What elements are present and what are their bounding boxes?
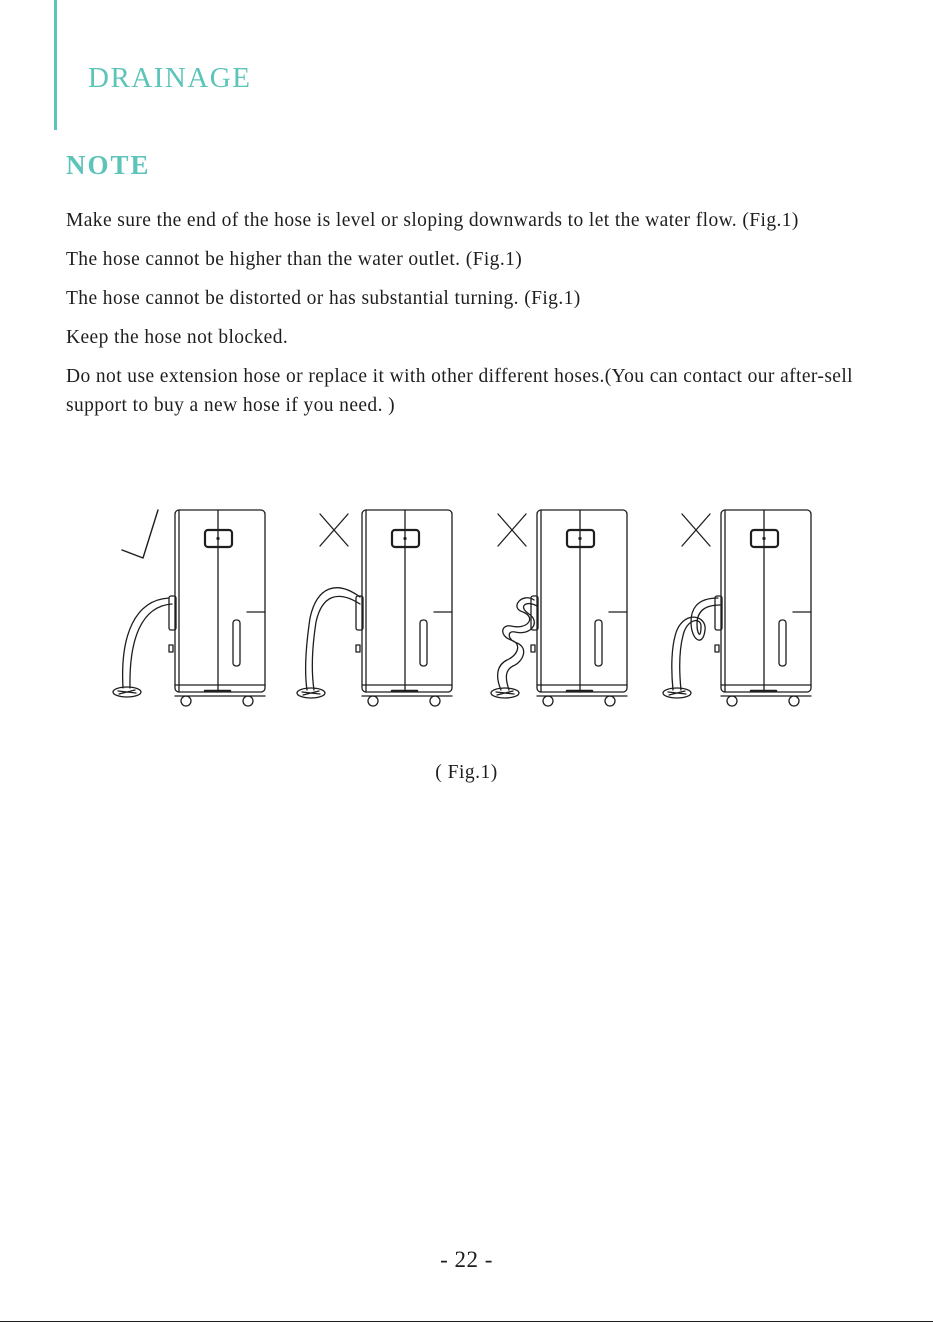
note-paragraph: The hose cannot be distorted or has substantial turning. (Fig.1) (66, 288, 581, 309)
panel-correct (113, 510, 265, 706)
panel-hose-looped (663, 510, 811, 706)
cross-icon (682, 514, 710, 546)
section-title: DRAINAGE (88, 62, 252, 94)
panel-hose-distorted (491, 510, 627, 706)
figure-caption: ( Fig.1) (435, 762, 498, 783)
drainage-figure (100, 500, 820, 715)
page-number: - 22 - (440, 1247, 493, 1272)
cross-icon (498, 514, 526, 546)
note-heading: NOTE (66, 150, 151, 180)
panel-hose-too-high (297, 510, 452, 706)
note-paragraph: Do not use extension hose or replace it with other different hoses.(You can contact our after-sell support to buy a new hose if you need. ) (66, 366, 853, 416)
cross-icon (320, 514, 348, 546)
accent-bar (54, 0, 57, 130)
note-paragraph: Keep the hose not blocked. (66, 327, 289, 348)
note-paragraph: The hose cannot be higher than the water outlet. (Fig.1) (66, 249, 523, 270)
bottom-divider (0, 1321, 933, 1322)
check-icon (122, 510, 158, 558)
note-body (66, 206, 876, 430)
note-paragraph: Make sure the end of the hose is level or sloping downwards to let the water flow. (Fig.1) (66, 210, 799, 231)
